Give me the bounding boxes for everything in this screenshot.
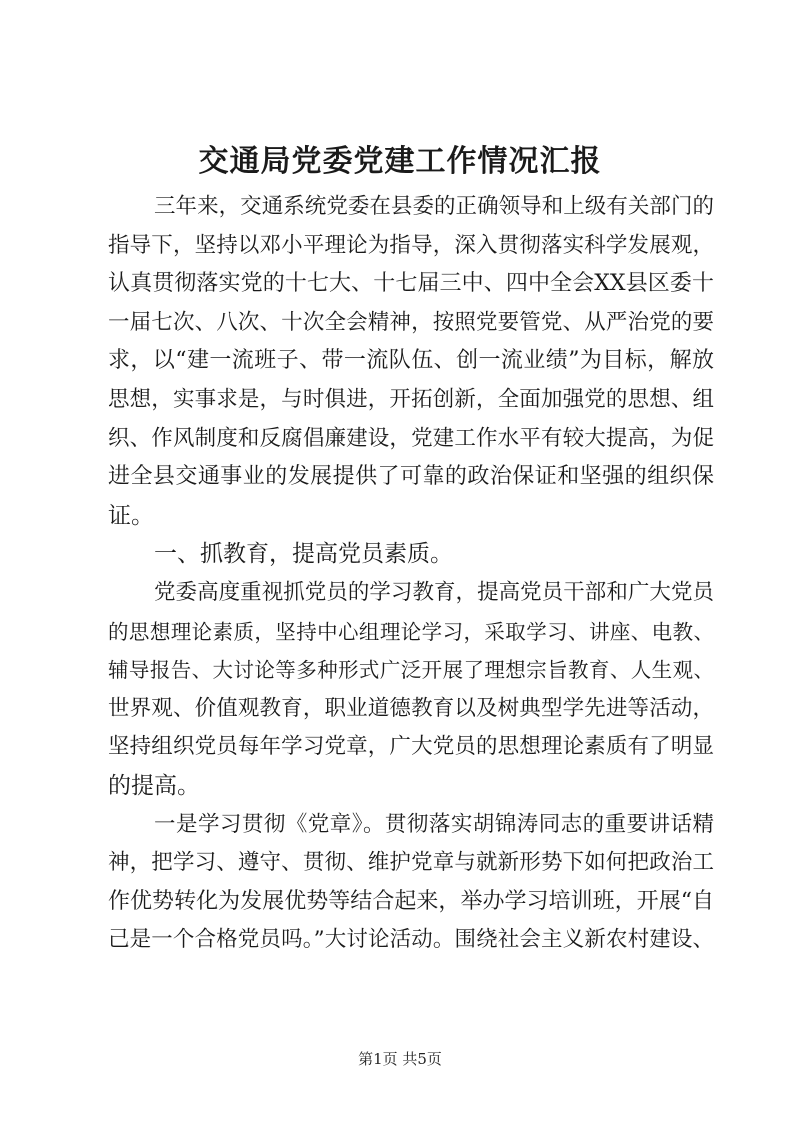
text-line: 一是学习贯彻《党章》。贯彻落实胡锦涛同志的重要讲话精 bbox=[154, 811, 714, 837]
text-line: 的思想理论素质，坚持中心组理论学习，采取学习、讲座、电教、 bbox=[108, 619, 714, 644]
text-line: 坚持组织党员每年学习党章，广大党员的思想理论素质有了明显 bbox=[108, 734, 714, 760]
document-body bbox=[108, 188, 714, 960]
section-heading: 一、抓教育，提高党员素质。 bbox=[154, 541, 453, 568]
text-line: 己是一个合格党员吗。”大讨论活动。围绕社会主义新农村建设、 bbox=[108, 927, 714, 953]
text-line: 思想，实事求是，与时俱进，开拓创新，全面加强党的思想、组 bbox=[108, 386, 714, 412]
text-line: 辅导报告、大讨论等多种形式广泛开展了理想宗旨教育、人生观、 bbox=[108, 658, 714, 683]
text-line: 神，把学习、遵守、贯彻、维护党章与就新形势下如何把政治工 bbox=[108, 850, 714, 876]
text-line: 指导下，坚持以邓小平理论为指导，深入贯彻落实科学发展观， bbox=[108, 232, 714, 258]
text-line: 三年来，交通系统党委在县委的正确领导和上级有关部门的 bbox=[154, 194, 714, 219]
text-line: 证。 bbox=[108, 502, 154, 529]
text-line: 一届七次、八次、十次全会精神，按照党要管党、从严治党的要 bbox=[108, 309, 714, 335]
text-line: 世界观、价值观教育，职业道德教育以及树典型学先进等活动， bbox=[108, 695, 714, 721]
text-line: 的提高。 bbox=[108, 772, 200, 799]
text-line: 作优势转化为发展优势等结合起来，举办学习培训班，开展“自 bbox=[108, 888, 714, 914]
page-footer: 第1页 共5页 bbox=[358, 1050, 442, 1068]
text-line: 党委高度重视抓党员的学习教育，提高党员干部和广大党员 bbox=[154, 579, 714, 605]
text-line: 认真贯彻落实党的十七大、十七届三中、四中全会XX县区委十 bbox=[108, 271, 714, 297]
text-line: 求，以“建一流班子、带一流队伍、创一流业绩”为目标，解放 bbox=[108, 348, 714, 374]
text-line: 织、作风制度和反腐倡廉建设，党建工作水平有较大提高，为促 bbox=[108, 425, 714, 451]
text-line: 进全县交通事业的发展提供了可靠的政治保证和坚强的组织保 bbox=[108, 464, 714, 490]
document-title: 交通局党委党建工作情况汇报 bbox=[198, 144, 602, 179]
